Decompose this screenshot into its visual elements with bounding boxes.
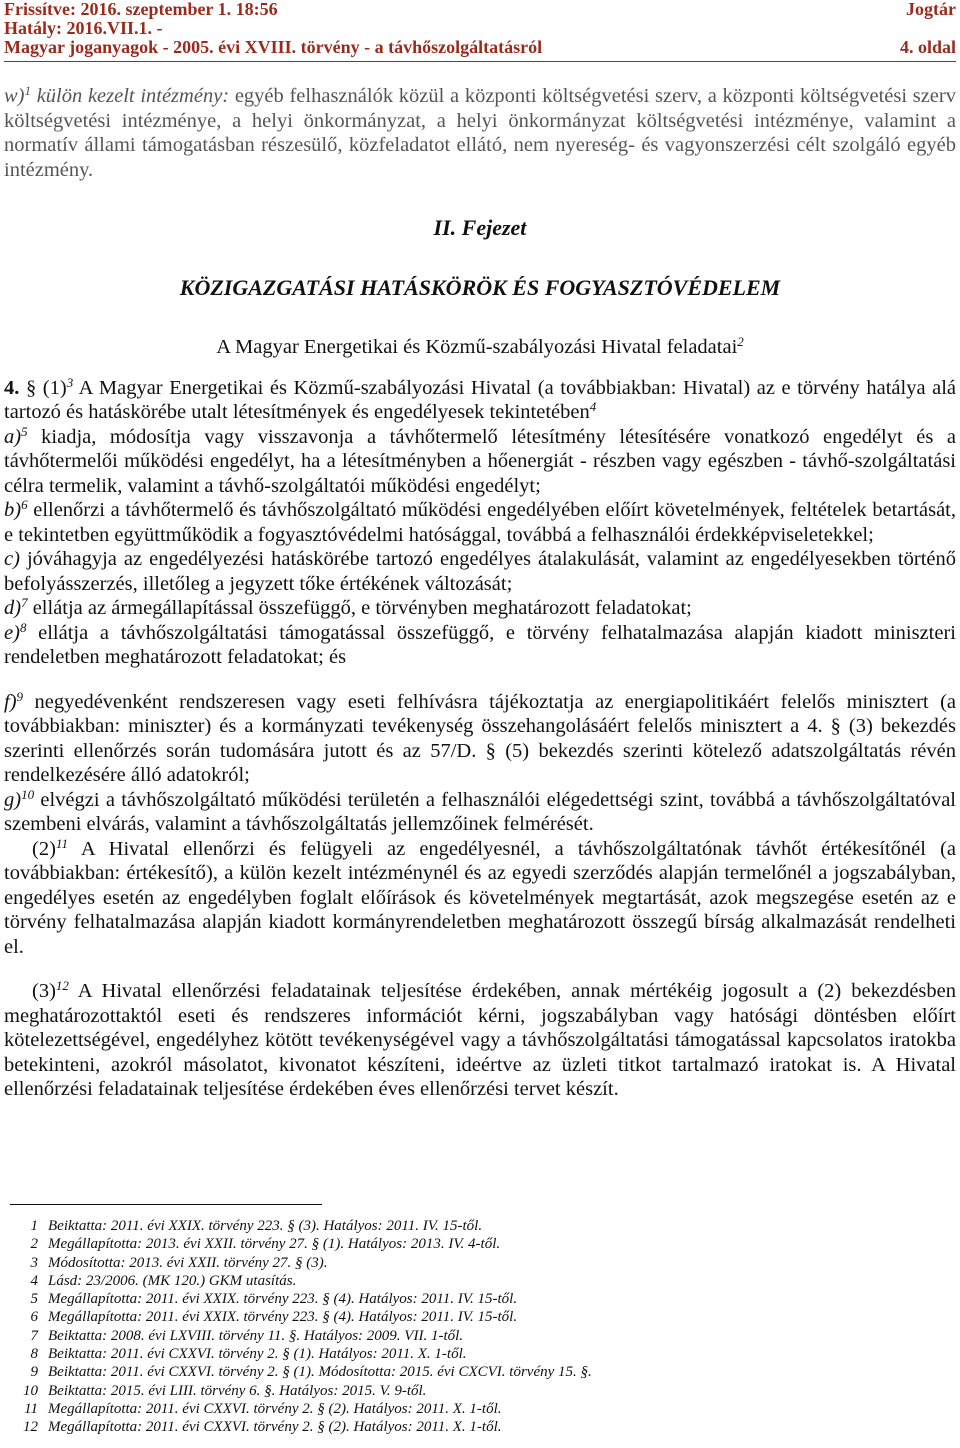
chapter-heading: II. Fejezet [433, 215, 527, 240]
section-4-para-3: $(3)^{12}$ A Hivatal ellenőrzési feladatainak teljesítése érdekében, annak mértékéig jogosult a (2) bekezdésben meghatározottaktól eseti és rendszeres információt kérni, jogszabályban vagy hatósági döntésben előírt kötelezettségével, engedélyhez kötött tevékenységével vagy a távhőszolgáltatási támogatással kapcsolatos iratokba betekinteni, azokról másolatot, kivonatot készíteni, ideértve az üzleti titkot tartalmazó iratokat is. A Hivatal ellenőrzési feladatainak teljesítése érdekében éves ellenőrzési tervet készít. [4, 978, 956, 1100]
list-item: d)$^7$ ellátja az ármegállapítással összefüggő, e törvényben meghatározott feladatokat; [4, 595, 692, 619]
header-rule [4, 61, 956, 62]
list-item: f)$^9$ negyedévenként rendszeresen vagy eseti felhívásra tájékoztatja az energiapolitikáért felelős minisztert (a továbbiakban: miniszter) és a kormányzati tevékenység összehangolásáért felelős minisztert a 4. § (3) bekezdés szerinti ellenőrzés során tudomására jutott és az 57/D. § (5) bekezdés szerinti kötelező adatszolgáltatás révén rendelkezésére álló adatokról; [4, 688, 956, 786]
section-subtitle: A Magyar Energetikai és Közmű-szabályozási Hivatal feladatai$^2$ [216, 334, 744, 358]
item-list [4, 425, 956, 837]
brand-name: Jogtár [906, 0, 956, 19]
chapter-title: KÖZIGAZGATÁSI HATÁSKÖRÖK ÉS FOGYASZTÓVÉDELEM [179, 274, 781, 300]
footnotes [8, 1204, 592, 1437]
page-number: 4. oldal [899, 37, 956, 57]
effect-date: Hatály: 2016.VII.1. - [4, 18, 163, 38]
section-4-para-1: 4. § $(1)^3$ A Magyar Energetikai és Közmű-szabályozási Hivatal (a továbbiakban: Hivatal) az e törvény hatálya alá tartozó és hatáskörébe utalt létesítmények és engedélyesek tekintetében$^4$ [4, 374, 957, 423]
definition-w: w)$^1$ külön kezelt intézmény: egyéb felhasználók közül a központi költségvetési szerv, a központi költségvetési szerv költségvetési intézménye, a helyi önkormányzat, a helyi önkormányzat költségvetési intézménye, valamint a normatív állami támogatásban részesülő, közfeladatot ellátó, nem nyereség- és vagyonszerzési célt szolgáló egyéb intézmény. [4, 83, 956, 181]
footnote: 12 Megállapította: 2011. évi CXXVI. törvény 2. § (2). Hatályos: 2011. X. 1-től. [23, 1419, 502, 1436]
footnote-rule [10, 1204, 322, 1205]
footnote: 11 Megállapította: 2011. évi CXXVI. törvény 2. § (2). Hatályos: 2011. X. 1-től. [24, 1400, 502, 1417]
list-item: g)$^{10}$ elvégzi a távhőszolgáltató működési területén a felhasználói elégedettségi szint, továbbá a távhőszolgáltatóval szembeni elvárás, valamint a távhőszolgáltatás jellemzőinek felmérését. [4, 786, 956, 835]
footnote: 2 Megállapította: 2013. évi XXII. törvény 27. § (1). Hatályos: 2013. IV. 4-től. [30, 1236, 501, 1253]
footnote: 8 Beiktatta: 2011. évi CXXVI. törvény 2. § (1). Hatályos: 2011. X. 1-től. [30, 1346, 467, 1363]
refresh-date: Frissítve: 2016. szeptember 1. 18:56 [4, 0, 278, 19]
page-header [4, 0, 956, 62]
footnote: 9 Beiktatta: 2011. évi CXXVI. törvény 2. § (1). Módosította: 2015. évi CXCVI. törvény 15. §. [30, 1364, 592, 1381]
law-title: Magyar joganyagok - 2005. évi XVIII. törvény - a távhőszolgáltatásról [4, 37, 543, 57]
list-item: c) jóváhagyja az engedélyezési hatáskörébe tartozó engedélyes átalakulását, valamint az engedélyesekben történő befolyásszerzés, illetőleg a jegyzett tőke értékének változását; [4, 548, 956, 595]
footnote: 4 Lásd: 23/2006. (MK 120.) GKM utasítás. [30, 1272, 297, 1289]
footnote: 5 Megállapította: 2011. évi XXIX. törvény 223. § (4). Hatályos: 2011. IV. 15-től. [30, 1291, 518, 1308]
list-item: b)$^6$ ellenőrzi a távhőtermelő és távhőszolgáltató működési engedélyében előírt követelmények, feltételek betartását, e tekintetben együttműködik a fogyasztóvédelmi hatósággal, továbbá a felhasználói érdekképviseletekkel; [4, 497, 956, 546]
list-item: a)$^5$ kiadja, módosítja vagy visszavonja a távhőtermelő létesítmény létesítésére vonatkozó engedélyt és a távhőtermelői működési engedélyt, ha a létesítményben a hőenergiát - részben vagy egészben - távhő-szolgáltatási célra termelik, valamint a távhő-szolgáltatói működési engedélyt; [4, 423, 956, 497]
footnote: 10 Beiktatta: 2015. évi LIII. törvény 6. §. Hatályos: 2015. V. 9-től. [23, 1382, 427, 1399]
footnote: 6 Megállapította: 2011. évi XXIX. törvény 223. § (4). Hatályos: 2011. IV. 15-től. [30, 1309, 518, 1326]
list-item: e)$^8$ ellátja a távhőszolgáltatási támogatással összefüggő, e törvény felhatalmazása alapján kiadott miniszteri rendeletben meghatározott feladatokat; és [4, 619, 956, 668]
footnote: 1 Beiktatta: 2011. évi XXIX. törvény 223. § (3). Hatályos: 2011. IV. 15-től. [30, 1218, 483, 1234]
footnote: 3 Módosította: 2013. évi XXII. törvény 27. § (3). [30, 1254, 328, 1271]
document-body [4, 84, 956, 1102]
footnote: 7 Beiktatta: 2008. évi LXVIII. törvény 11. §. Hatályos: 2009. VII. 1-től. [30, 1327, 464, 1344]
section-4-para-2: $(2)^{11}$ A Hivatal ellenőrzi és felügyeli az engedélyesnél, a távhőszolgáltatónak távhőt értékesítőnél (a továbbiakban: értékesítő), a külön kezelt intézménynél és az egyedi szerződés alapján termelőnél a jogszabályban, engedélyes esetén az engedélyben foglalt előírások és követelmények megtartását, azok megszegése esetén az e törvény felhatalmazása alapján kiadott kormányrendeletben meghatározott összegű bírság alkalmazását rendelheti el. [4, 835, 956, 958]
